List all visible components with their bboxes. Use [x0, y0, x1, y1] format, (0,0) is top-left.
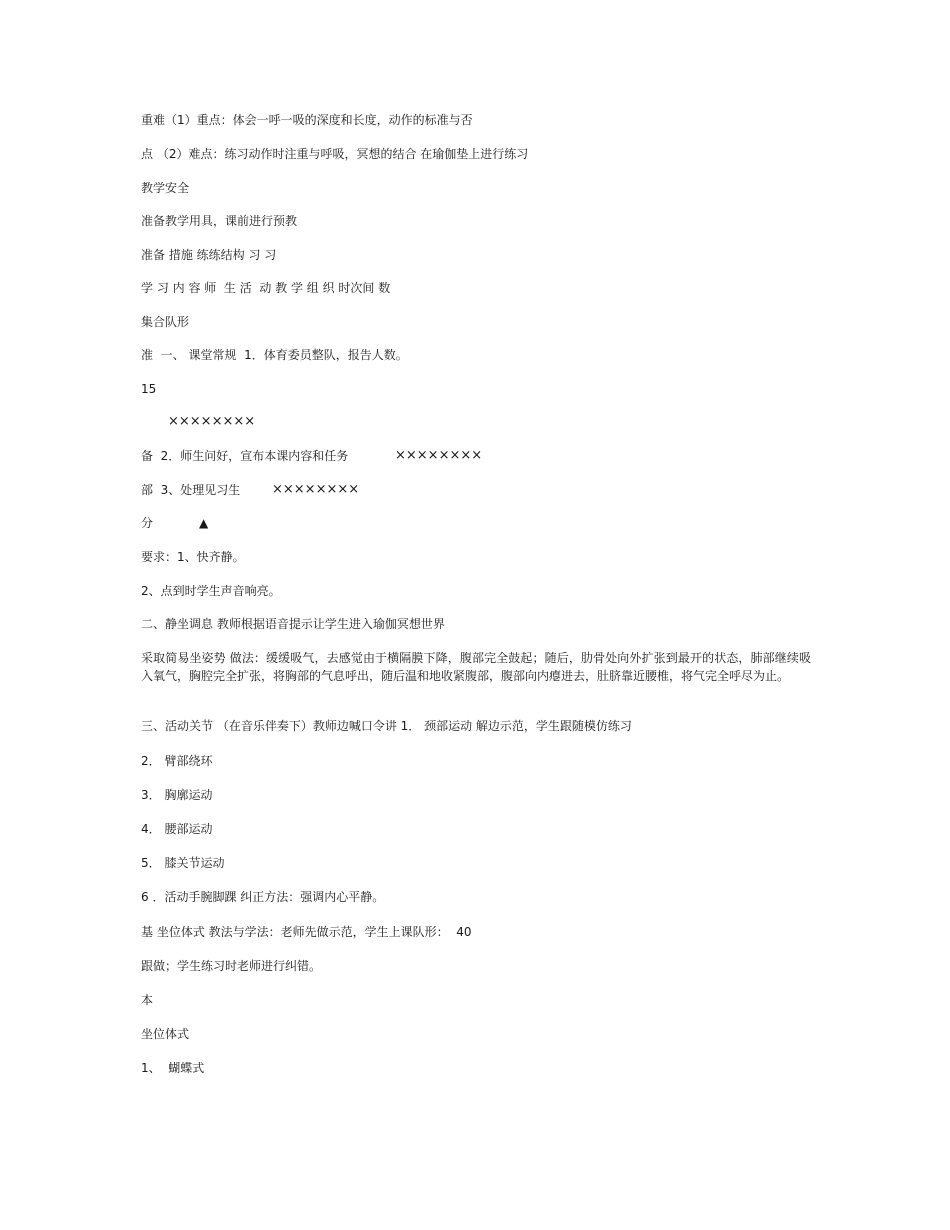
prep-measures-line: 准备 措施 练练结构 习 习 — [141, 248, 277, 262]
routine-line: 准 一、 课堂常规 1．体育委员整队，报告人数。 — [141, 348, 408, 362]
butterfly-pose-line: 1、 蝴蝶式 — [141, 1061, 205, 1075]
requirement-1-line: 要求：1、快齐静。 — [141, 550, 245, 564]
item-waist-movement: 4． 腰部运动 — [141, 822, 213, 836]
joint-activity-line: 三、活动关节 （在音乐伴奏下）教师边喊口令讲 1． 颈部运动 解边示范，学生跟随模仿练习 — [141, 719, 632, 733]
table-header-line: 学 习 内 容 师 生 活 动 教 学 组 织 时次间 数 — [141, 281, 391, 295]
section-char-ben: 本 — [141, 993, 154, 1007]
teacher-position-icon: ▲ — [199, 516, 209, 530]
item-wrist-ankle: 6 ．活动手腕脚踝 纠正方法：强调内心平静。 — [141, 890, 385, 904]
formation-row-3: ×××××××× — [272, 482, 360, 497]
key-points-line: 重难（1）重点：体会一呼一吸的深度和长度，动作的标准与否 — [141, 113, 473, 127]
difficult-points-line: 点 （2）难点：练习动作时注重与呼吸，冥想的结合 在瑜伽垫上进行练习 — [141, 147, 529, 161]
seated-poses-heading: 坐位体式 — [141, 1027, 190, 1041]
prep-tools-line: 准备教学用具，课前进行预教 — [141, 214, 298, 228]
observers-line: 部 3、处理见习生 — [141, 483, 241, 497]
meditation-heading-line: 二、静坐调息 教师根据语音提示让学生进入瑜伽冥想世界 — [141, 617, 445, 631]
item-chest-movement: 3． 胸廓运动 — [141, 788, 213, 802]
assembly-formation-line: 集合队形 — [141, 315, 190, 329]
teaching-safety-line: 教学安全 — [141, 181, 190, 195]
seated-poses-method-line: 基 坐位体式 教法与学法：老师先做示范，学生上课队形： 40 — [141, 925, 472, 939]
formation-row-2: ×××××××× — [395, 448, 483, 463]
item-arm-circles: 2． 臂部绕环 — [141, 754, 213, 768]
section-char-fen: 分 — [141, 516, 154, 530]
greeting-line: 备 2．师生问好，宣布本课内容和任务 — [141, 449, 349, 463]
follow-along-line: 跟做；学生练习时老师进行纠错。 — [141, 959, 322, 973]
duration-15-line: 15 — [141, 382, 157, 396]
item-knee-movement: 5． 膝关节运动 — [141, 856, 225, 870]
formation-row-1: ×××××××× — [168, 414, 256, 429]
requirement-2-line: 2、点到时学生声音响亮。 — [141, 584, 281, 598]
breathing-method-paragraph: 采取简易坐姿势 做法：缓缓吸气，去感觉由于横隔膜下降，腹部完全鼓起；随后，肋骨处向外扩张到最开的状态，肺部继续吸入氧气，胸腔完全扩张，将胸部的气息呼出，随后温和地收紧腹部，腹部向内瘪进去，肚脐靠近腰椎，将气完全呼尽为止。 — [141, 651, 811, 683]
